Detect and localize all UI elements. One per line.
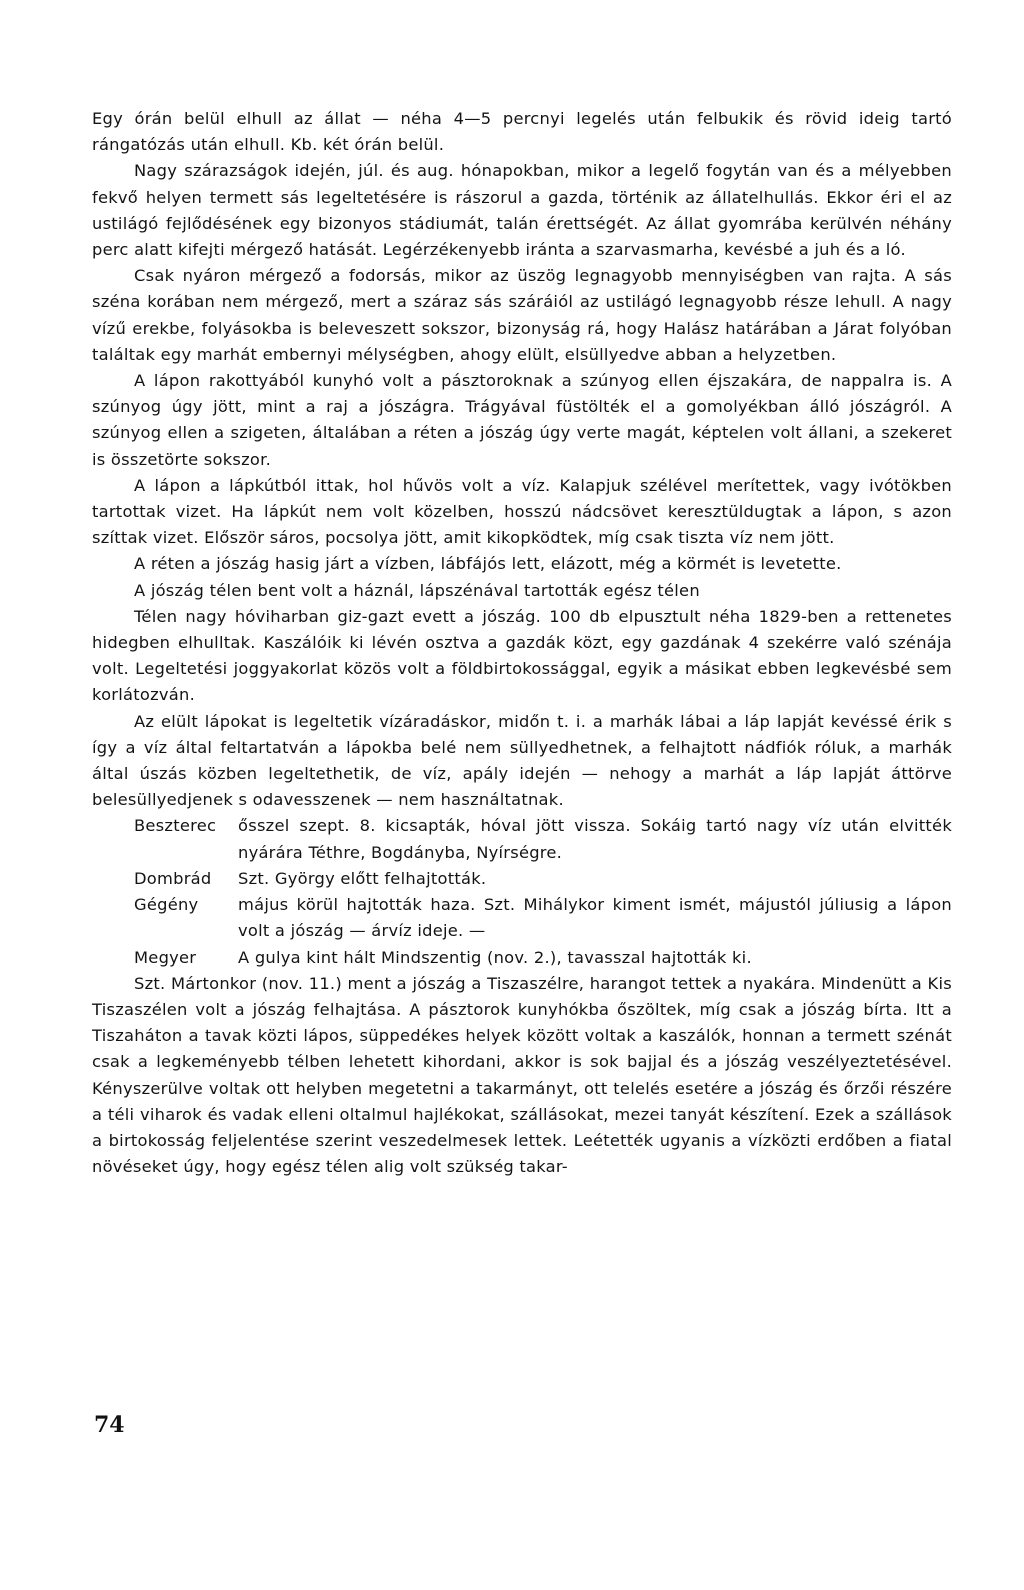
paragraph: Az elült lápokat is legeltetik vízáradáskor, midőn t. i. a marhák lábai a láp lapját kevéssé érik s így a víz által feltartatván a lápokba belé nem süllyedhetnek, a felhajtott nádfiók róluk, a marhák által úszás közben legeltethetik, de víz, apály idején — nehogy a marhát a láp lapját áttörve belesüllyedjenek s odavesszenek — nem használtatnak. <box>92 711 952 810</box>
village-name: Beszterec <box>134 816 217 836</box>
paragraph: Szt. Mártonkor (nov. 11.) ment a jószág a Tiszaszélre, harangot tettek a nyakára. Mindenütt a Kis Tiszaszélen volt a jószág felhajtása. A pásztorok kunyhókba őszöltek, míg csak a jószág bírta. Itt a Tiszaháton a tavak közti lápos, süppedékes helyek között voltak a kaszálók, honnan a termett szénát csak a legkeményebb télben lehetett kihordani, akkor is sok bajjal és a jószág veszélyeztetésével. Kényszerülve voltak ott helyben megetetni a takarmányt, ott telelés esetére a jószág és őrzői részére a téli viharok és vadak elleni oltalmul hajlékokat, szállásokat, mezei tanyát készítení. Ezek a szállások a birtokosság feljelentése szerint veszedelmesek lettek. Leétették ugyanis a vízközti erdőben a fiatal növéseket úgy, hogy egész télen alig volt szükség takar- <box>92 973 952 1177</box>
page-number: 74 <box>94 1412 125 1438</box>
village-entry <box>92 945 952 971</box>
paragraph: A lápon a lápkútból ittak, hol hűvös volt a víz. Kalapjuk szélével merítettek, vagy ivótökben tartottak vizet. Ha lápkút nem volt közelben, hosszú nádcsövet keresztüldugtak a lápon, s azon szíttak vizet. Először sáros, pocsolya jött, amit kikopködtek, míg csak tiszta víz nem jött. <box>92 475 952 548</box>
paragraph: Télen nagy hóviharban giz-gazt evett a jószág. 100 db elpusztult néha 1829-ben a rettenetes hidegben elhulltak. Kaszálóik ki lévén osztva a gazdák közt, egy gazdának 4 szekérre való szénája volt. Legeltetési joggyakorlat közös volt a földbirtokossággal, egyik a másikat ebben legkevésbé sem korlátozván. <box>92 606 952 705</box>
village-name: Megyer <box>134 947 197 967</box>
paragraph: A jószág télen bent volt a háznál, lápszénával tartották egész télen <box>134 580 700 600</box>
paragraph: Nagy szárazságok idején, júl. és aug. hónapokban, mikor a legelő fogytán van és a mélyebben fekvő helyen termett sás legeltetésére is rászorul a gazda, történik az állatelhullás. Ekkor éri el az ustilágó fejlődésének egy bizonyos stádiumát, talán érettségét. Az állat gyomrába kerülvén néhány perc alatt kifejti mérgező hatását. Legérzékenyebb iránta a szarvasmarha, kevésbé a juh és a ló. <box>92 161 952 260</box>
village-entry <box>92 892 952 944</box>
page-body <box>92 106 952 1180</box>
paragraph: Egy órán belül elhull az állat — néha 4—5 percnyi legelés után felbukik és rövid ideig tartó rángatózás után elhull. Kb. két órán belül. <box>92 109 952 155</box>
village-entry <box>92 813 952 865</box>
paragraph: Csak nyáron mérgező a fodorsás, mikor az üszög legnagyobb mennyiségben van rajta. A sás széna korában nem mérgező, mert a száraz sás száráiól az ustilágó legnagyobb része lehull. A nagy vízű erekbe, folyásokba is beleveszett sokszor, bizonyság rá, hogy Halász határában a Járat folyóban találtak egy marhát embernyi mélységben, ahogy elült, elsüllyedve abban a helyzetben. <box>92 266 952 364</box>
village-name: Gégény <box>134 895 199 915</box>
village-name: Dombrád <box>134 868 212 888</box>
paragraph: A lápon rakottyából kunyhó volt a pásztoroknak a szúnyog ellen éjszakára, de nappalra is. A szúnyog úgy jött, mint a raj a jószágra. Trágyával füstölték el a gomolyékban álló jószágról. A szúnyog ellen a szigeten, általában a réten a jószág úgy verte magát, képtelen volt állani, a szekeret is összetörte sokszor. <box>92 371 952 469</box>
village-text: A gulya kint hált Mindszentig (nov. 2.), tavasszal hajtották ki. <box>238 947 752 967</box>
village-entry <box>92 866 952 892</box>
village-text: május körül hajtották haza. Szt. Mihálykor kiment ismét, májustól júliusig a lápon volt a jószág — árvíz ideje. — <box>238 895 952 941</box>
village-text: ősszel szept. 8. kicsapták, hóval jött vissza. Sokáig tartó nagy víz után elvitték nyárára Téthre, Bogdányba, Nyírségre. <box>238 816 952 862</box>
village-text: Szt. György előtt felhajtották. <box>238 868 487 888</box>
paragraph: A réten a jószág hasig járt a vízben, lábfájós lett, elázott, még a körmét is levetette. <box>134 554 842 574</box>
